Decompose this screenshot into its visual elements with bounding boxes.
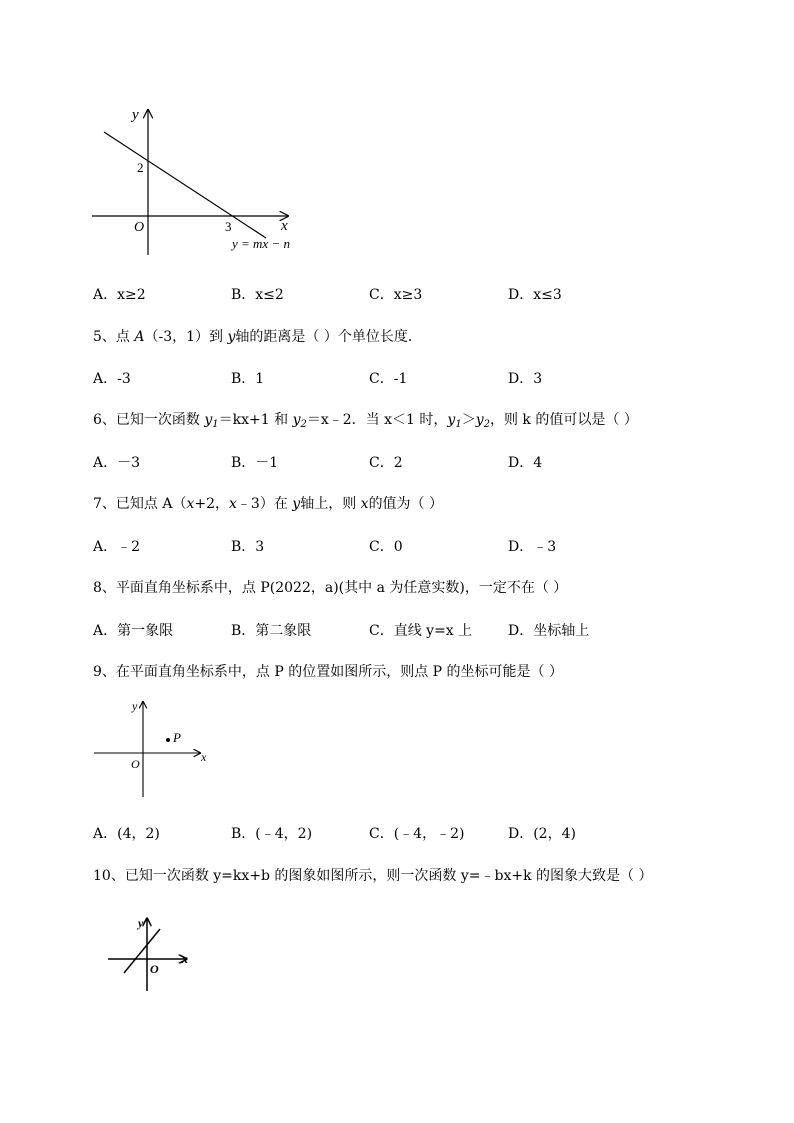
y-axis-label: y <box>138 916 144 930</box>
question-8: 8、平面直角坐标系中，点 P(2022，a)(其中 a 为任意实数)，一定不在（ ） <box>93 580 568 596</box>
q8-option-c[interactable]: C．直线 y=x 上 <box>369 623 473 639</box>
figure-line-graph <box>88 100 303 260</box>
origin-label: O <box>150 962 159 976</box>
question-7: 7、已知点 A（x+2，x﹣3）在 y轴上，则 x的值为（ ） <box>93 496 444 512</box>
x-axis-label: x <box>281 218 288 234</box>
question-9: 9、在平面直角坐标系中，点 P 的位置如图所示，则点 P 的坐标可能是（ ） <box>93 664 563 680</box>
question-5: 5、点 A（-3，1）到 y轴的距离是（ ）个单位长度． <box>93 329 422 345</box>
q5-option-b[interactable]: B．1 <box>231 371 265 387</box>
q4-option-c[interactable]: C．x≥3 <box>369 287 423 303</box>
function-line <box>104 132 266 238</box>
q8-option-a[interactable]: A．第一象限 <box>93 623 174 639</box>
q9-option-d[interactable]: D．(2，4) <box>508 826 576 842</box>
question-6: 6、已知一次函数 $y_1=kx+1$ 和 $y_2=x﹣2$．当 x＜1 时，$y_1>y_2$，则 k 的值可以是（ ） <box>93 412 638 430</box>
q5-option-a[interactable]: A．-3 <box>93 371 131 387</box>
q9-option-a[interactable]: A．(4，2) <box>93 826 160 842</box>
q7-option-c[interactable]: C．0 <box>369 539 403 555</box>
q8-option-b[interactable]: B．第二象限 <box>231 623 312 639</box>
q6-option-a[interactable]: A．－3 <box>93 455 141 471</box>
question-10: 10、已知一次函数 y=kx+b 的图象如图所示，则一次函数 y=﹣bx+k 的图象大致是（ ） <box>93 868 653 884</box>
q7-option-a[interactable]: A．﹣2 <box>93 539 141 555</box>
q4-option-b[interactable]: B．x≤2 <box>231 287 284 303</box>
q4-option-a[interactable]: A．x≥2 <box>93 287 146 303</box>
q5-option-c[interactable]: C．-1 <box>369 371 408 387</box>
y-intercept-label: 2 <box>137 160 144 175</box>
origin-label: O <box>131 757 140 771</box>
point-p-label: P <box>173 730 181 745</box>
x-axis-label: x <box>201 750 207 764</box>
q6-option-d[interactable]: D．4 <box>508 455 543 471</box>
line-equation-label: y = mx − n <box>232 236 290 251</box>
q9-option-c[interactable]: C．(﹣4，﹣2) <box>369 826 465 842</box>
q6-option-c[interactable]: C．2 <box>369 455 403 471</box>
y-axis-label: y <box>132 699 138 713</box>
point-p <box>166 738 170 742</box>
figure-kx-b-line <box>104 913 194 995</box>
origin-label: O <box>134 220 145 235</box>
q7-option-b[interactable]: B．3 <box>231 539 265 555</box>
q6-option-b[interactable]: B．－1 <box>231 455 279 471</box>
x-intercept-label: 3 <box>225 219 232 234</box>
q8-option-d[interactable]: D．坐标轴上 <box>508 623 590 639</box>
q5-option-d[interactable]: D．3 <box>508 371 543 387</box>
q4-option-d[interactable]: D．x≤3 <box>508 287 562 303</box>
x-axis-label: x <box>182 952 188 966</box>
q9-option-b[interactable]: B．(﹣4，2) <box>231 826 313 842</box>
figure-point-p <box>90 697 215 801</box>
q7-option-d[interactable]: D．﹣3 <box>508 539 557 555</box>
y-axis-label: y <box>132 107 139 123</box>
